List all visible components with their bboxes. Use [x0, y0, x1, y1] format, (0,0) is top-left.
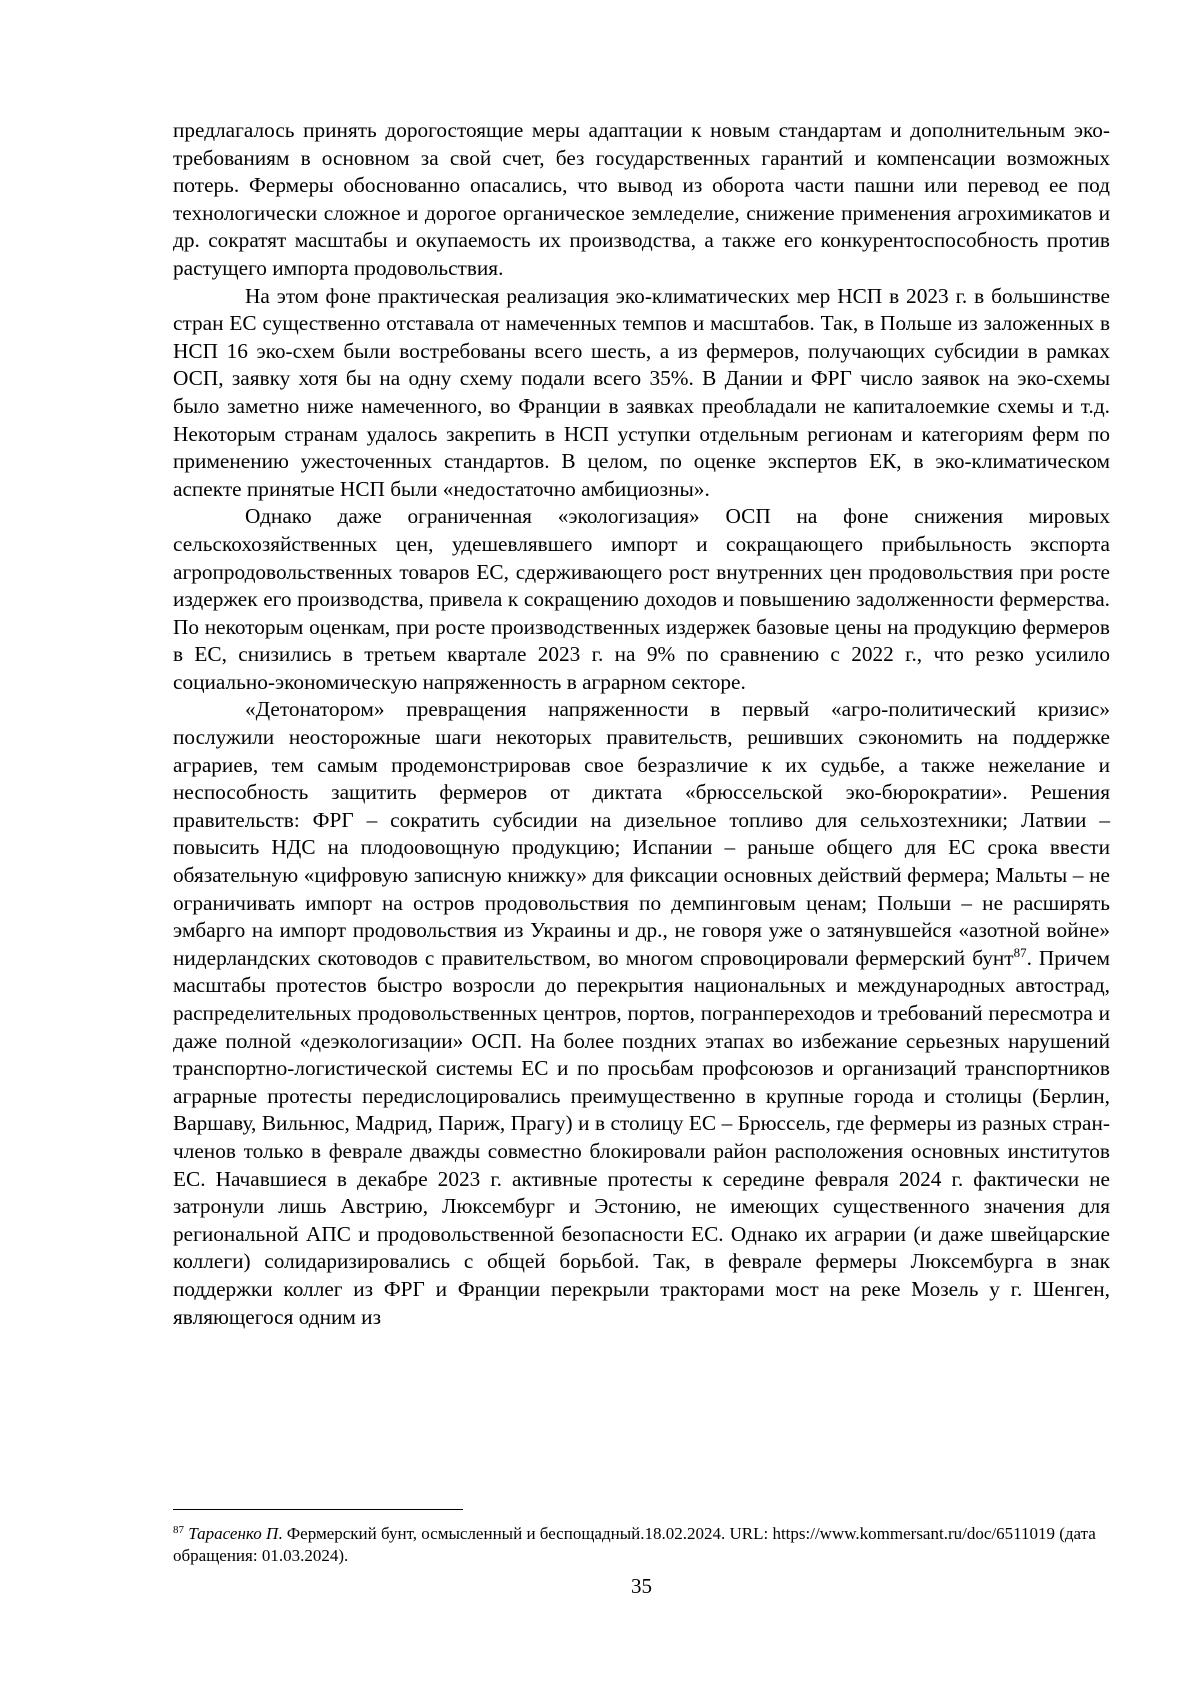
footnote	[173, 1523, 1110, 1567]
main-text	[173, 117, 1110, 1331]
footnote-text: . Фермерский бунт, осмысленный и беспощадный.18.02.2024. URL: https://www.kommersant.ru/doc/6511019 (дата обращения: 01.03.2024).	[173, 1524, 1096, 1565]
paragraph-text-part-1: «Детонатором» превращения напряженности в первый «агро-политический кризис» послужили неосторожные шаги некоторых правительств, решивших сэкономить на поддержке аграриев, тем самым продемонстрировав свое безразличие к их судьбе, а также нежелание и неспособность защитить фермеров от диктата «брюссельской эко-бюрократии». Решения правительств: ФРГ – сократить субсидии на дизельное топливо для сельхозтехники; Латвии – повысить НДС на плодоовощную продукцию; Испании – раньше общего для ЕС срока ввести обязательную «цифровую записную книжку» для фиксации основных действий фермера; Мальты – не ограничивать импорт на остров продовольствия по демпинговым ценам; Польши – не расширять эмбарго на импорт продовольствия из Украины и др., не говоря уже о затянувшейся «азотной войне» нидерландских скотоводов с правительством, во многом спровоцировали фермерский бунт	[173, 697, 1110, 970]
paragraph-continuation: предлагалось принять дорогостоящие меры адаптации к новым стандартам и дополнительным эко-требованиям в основном за свой счет, без государственных гарантий и компенсации возможных потерь. Фермеры обоснованно опасались, что вывод из оборота части пашни или перевод ее под технологически сложное и дорогое органическое земледелие, снижение применения агрохимикатов и др. сократят масштабы и окупаемость их производства, а также его конкурентоспособность против растущего импорта продовольствия.	[173, 118, 1110, 280]
paragraph-text-part-2: . Причем масштабы протестов быстро возросли до перекрытия национальных и международных автострад, распределительных продовольственных центров, портов, погранпереходов и требований пересмотра и даже полной «деэкологизации» ОСП. На более поздних этапах во избежание серьезных нарушений транспортно-логистической системы ЕС и по просьбам профсоюзов и организаций транспортников аграрные протесты передислоцировались преимущественно в крупные города и столицы (Берлин, Варшаву, Вильнюс, Мадрид, Париж, Прагу) и в столицу ЕС – Брюссель, где фермеры из разных стран-членов только в феврале дважды совместно блокировали район расположения основных институтов ЕС. Начавшиеся в декабре 2023 г. активные протесты к середине февраля 2024 г. фактически не затронули лишь Австрию, Люксембург и Эстонию, не имеющих существенного значения для региональной АПС и продовольственной безопасности ЕС. Однако их аграрии (и даже швейцарские коллеги) солидаризировались с общей борьбой. Так, в феврале фермеры Люксембурга в знак поддержки коллег из ФРГ и Франции перекрыли тракторами мост на реке Мозель у г. Шенген, являющегося одним из	[173, 945, 1110, 1329]
paragraph-farmer-protests	[173, 696, 1110, 1331]
paragraph-ecologization: Однако даже ограниченная «экологизация» ОСП на фоне снижения мировых сельскохозяйственных цен, удешевлявшего импорт и сокращающего прибыльность экспорта агропродовольственных товаров ЕС, сдерживающего рост внутренних цен продовольствия при росте издержек его производства, привела к сокращению доходов и повышению задолженности фермерства. По некоторым оценкам, при росте производственных издержек базовые цены на продукцию фермеров в ЕС, снизились в третьем квартале 2023 г. на 9% по сравнению с 2022 г., что резко усилило социально-экономическую напряженность в аграрном секторе.	[173, 504, 1110, 694]
paragraph-nsp-implementation: На этом фоне практическая реализация эко-климатических мер НСП в 2023 г. в большинстве стран ЕС существенно отставала от намеченных темпов и масштабов. Так, в Польше из заложенных в НСП 16 эко-схем были востребованы всего шесть, а из фермеров, получающих субсидии в рамках ОСП, заявку хотя бы на одну схему подали всего 35%. В Дании и ФРГ число заявок на эко-схемы было заметно ниже намеченного, во Франции в заявках преобладали не капиталоемкие схемы и т.д. Некоторым странам удалось закрепить в НСП уступки отдельным регионам и категориям ферм по применению ужесточенных стандартов. В целом, по оценке экспертов ЕК, в эко-климатическом аспекте принятые НСП были «недостаточно амбициозны».	[173, 283, 1110, 501]
footnote-author: Тарасенко П	[188, 1524, 279, 1543]
footnote-number: 87	[173, 1524, 184, 1536]
footnote-reference[interactable]: 87	[1013, 944, 1027, 960]
footnote-separator	[173, 1509, 463, 1510]
page-number: 35	[631, 1574, 652, 1598]
